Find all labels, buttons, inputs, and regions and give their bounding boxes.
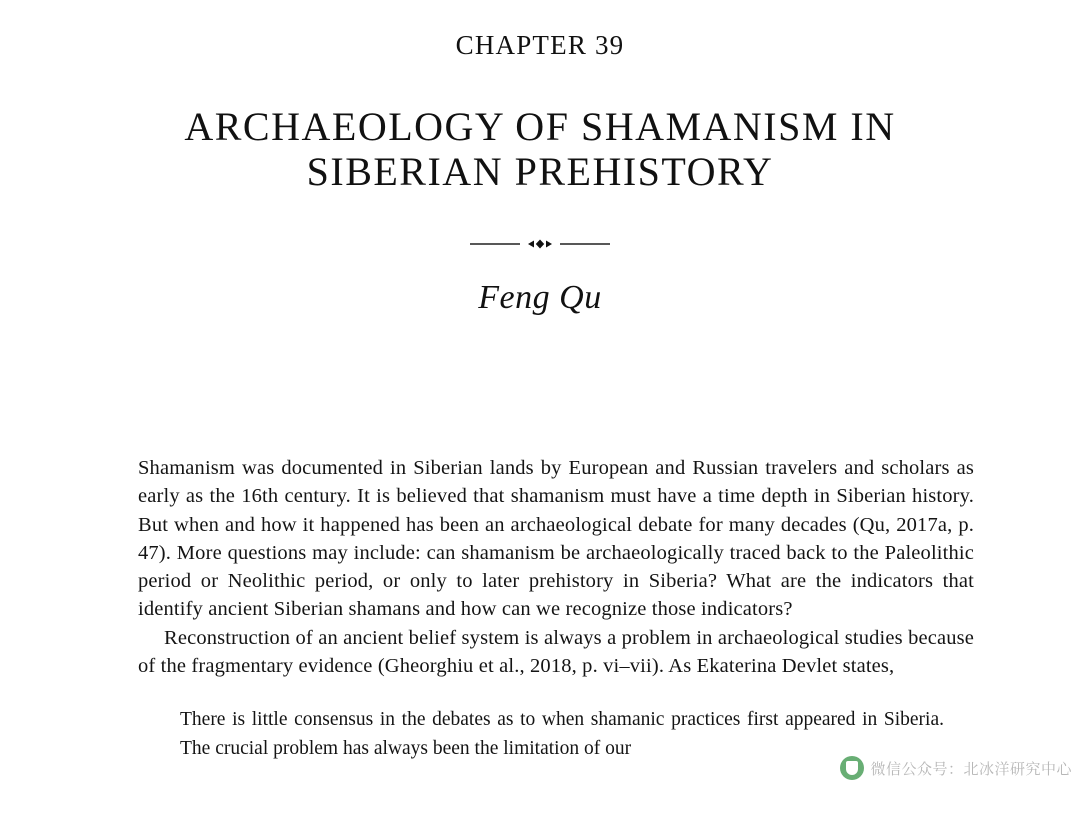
watermark — [840, 756, 1072, 780]
body-text — [138, 454, 974, 763]
diamond-rule-ornament — [0, 231, 1080, 257]
watermark-text: 微信公众号：北冰洋研究中心 — [870, 760, 1072, 778]
wechat-logo-icon — [840, 756, 864, 780]
chapter-title-line-1: ARCHAEOLOGY OF SHAMANISM IN — [184, 104, 896, 149]
page-title — [0, 105, 1080, 195]
chapter-title-line-2: SIBERIAN PREHISTORY — [306, 148, 774, 194]
chapter-number: CHAPTER 39 — [455, 30, 625, 60]
paragraph-1: Shamanism was documented in Siberian lands by European and Russian travelers and scholars as early as the 16th century. It is believed that shamanism must have a time depth in Siberian history. But when and how it happened has been an archaeological debate for many decades (Qu, 2017a, p. 47). More questions may include: can shamanism be archaeologically traced back to the Paleolithic period or Neolithic period, or only to later prehistory in Siberia? What are the indicators that identify ancient Siberian shamans and how can we recognize those indicators? — [138, 457, 974, 621]
paragraph-2: Reconstruction of an ancient belief system is always a problem in archaeological studies because of the fragmentary evidence (Gheorghiu et al., 2018, p. vi–vii). As Ekaterina Devlet states, — [138, 626, 974, 678]
author-name: Feng Qu — [478, 278, 602, 316]
document-page — [0, 30, 1080, 817]
blockquote: There is little consensus in the debates as to when shamanic practices first appeared in Siberia. The crucial problem has always been the limitation of our — [180, 709, 944, 759]
